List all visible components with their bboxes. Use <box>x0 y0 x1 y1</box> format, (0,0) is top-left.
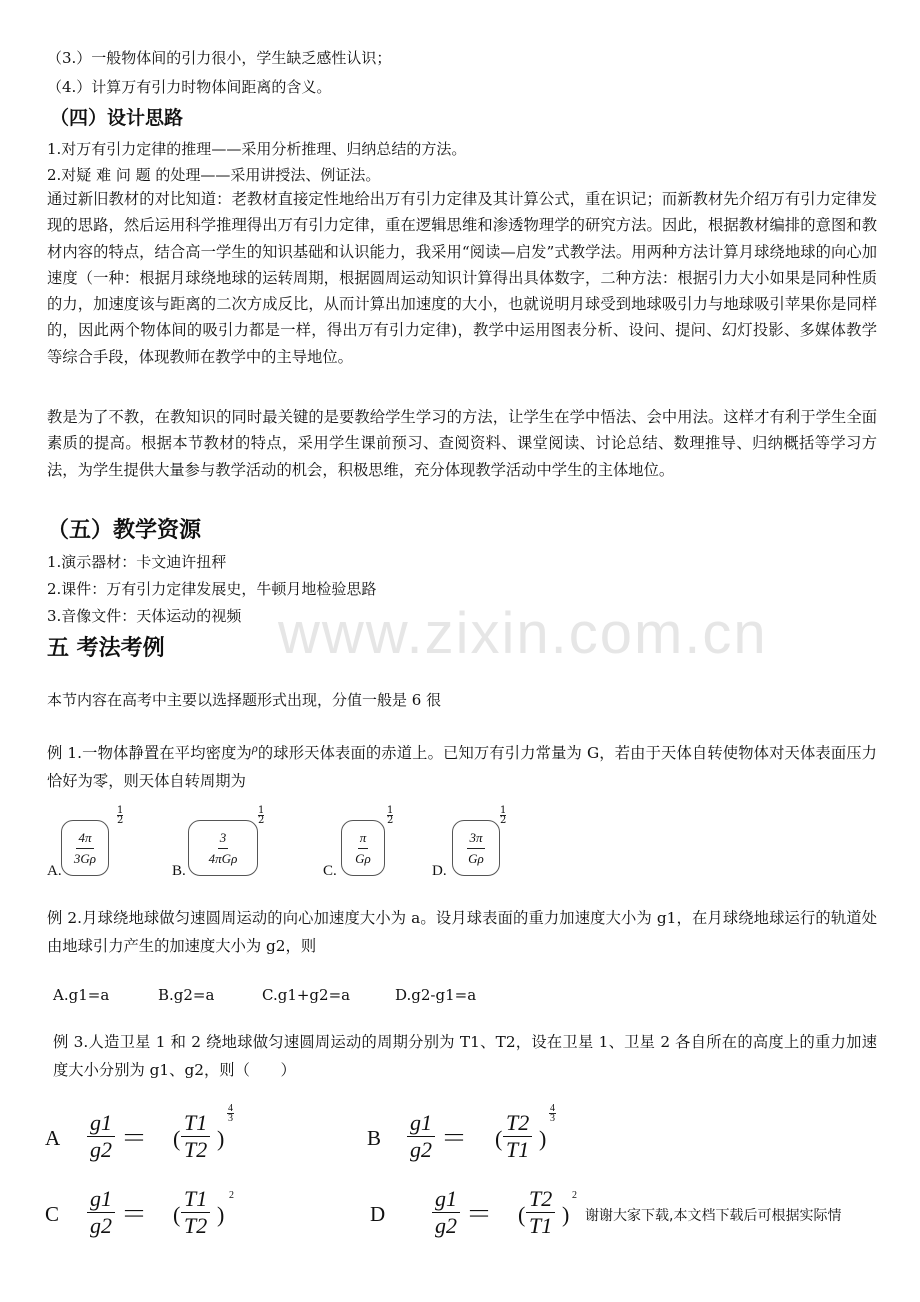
rhs-fraction <box>181 1110 210 1163</box>
example-2-option-d[interactable]: D.g2-g1=a <box>395 986 477 1004</box>
left-paren: ( <box>495 1126 503 1151</box>
fraction-numerator: π <box>358 830 369 849</box>
fraction <box>72 830 98 867</box>
example-3-option-b[interactable] <box>367 1103 667 1172</box>
exponent-denominator: 3 <box>228 1113 233 1124</box>
fraction-numerator: 4π <box>76 830 93 849</box>
fraction-numerator: g1 <box>432 1186 460 1213</box>
rhs-fraction <box>181 1186 210 1239</box>
example-2-option-b[interactable]: B.g2=a <box>158 986 215 1004</box>
fraction-numerator: g1 <box>87 1110 115 1137</box>
fraction-numerator: T1 <box>181 1110 210 1137</box>
exponent-numerator: 1 <box>500 805 507 816</box>
right-paren: ) <box>562 1202 570 1227</box>
section-4-paragraph-1: 通过新旧教材的对比知道：老教材直接定性地给出万有引力定律及其计算公式，重在识记；而新教材先介绍万有引力定律发现的思路，然后运用科学推理得出万有引力定律，重在逻辑思维和渗透物理学的研究方法。因此，根据教材编排的意图和教材内容的特点，结合高一学生的知识基础和认识能力，我采用“阅读—启发”式教学法。用两种方法计算月球绕地球的向心加速度（一种：根据月球绕地球的运转周期，根据圆周运动知识计算得出具体数字，二种方法：根据引力大小如果是同种性质的力，加速度该与距离的二次方成反比，从而计算出加速度的大小，也就说明月球受到地球吸引力与地球吸引苹果你是同样的，因此两个物体间的吸引力都是一样，得出万有引力定律)，教学中运用图表分析、设问、提问、幻灯投影、多媒体教学等综合手段，体现教师在教学中的主导地位。 <box>47 190 877 366</box>
lhs-fraction <box>432 1186 460 1239</box>
fraction-denominator: g2 <box>90 1213 112 1238</box>
right-paren: ) <box>217 1202 225 1227</box>
rhs-fraction <box>503 1110 532 1163</box>
example-1-text-after: 的球形天体表面的赤道上。已知万有引力常量为 G，若由于天体自转使物体对天体表面压力恰好为零，则天体自转周期为 <box>47 744 877 791</box>
chapter-5-heading: 五 考法考例 <box>47 635 165 661</box>
fraction-numerator: g1 <box>407 1110 435 1137</box>
fraction-denominator: 3Gρ <box>73 850 97 866</box>
fraction-denominator: g2 <box>90 1137 112 1162</box>
left-paren: ( <box>173 1202 181 1227</box>
option-label: A <box>45 1126 61 1150</box>
left-paren: ( <box>518 1202 526 1227</box>
rhs-fraction <box>526 1186 555 1239</box>
fraction-denominator: g2 <box>435 1213 457 1238</box>
fraction-parentheses <box>61 820 109 876</box>
left-paren: ( <box>173 1126 181 1151</box>
exponent <box>549 1104 556 1123</box>
fraction-denominator: T1 <box>506 1137 530 1162</box>
equals-sign: ＝ <box>441 1124 468 1153</box>
section-4-heading: （四）设计思路 <box>50 107 184 129</box>
exponent-half <box>258 806 264 825</box>
fraction-parentheses <box>188 820 258 876</box>
fraction-denominator: Gρ <box>355 850 371 866</box>
exponent-denominator: 2 <box>500 815 507 826</box>
fraction-parentheses <box>341 820 385 876</box>
section-5-item-1: 1.演示器材：卡文迪许扭秤 <box>47 553 227 571</box>
chapter-5-intro: 本节内容在高考中主要以选择题形式出现，分值一般是 6 很 <box>47 691 442 709</box>
example-1-option-c[interactable] <box>323 806 423 880</box>
exponent-half <box>500 806 506 825</box>
exponent-numerator: 1 <box>387 805 394 816</box>
exponent-numerator: 1 <box>117 805 124 816</box>
section-5-item-2: 2.课件：万有引力定律发展史，牛顿月地检验思路 <box>47 580 377 598</box>
exponent-denominator: 2 <box>117 815 124 826</box>
example-1-option-d[interactable] <box>432 806 532 880</box>
example-2-option-c[interactable]: C.g1+g2=a <box>262 986 351 1004</box>
fraction-denominator: T2 <box>184 1137 208 1162</box>
fraction-denominator: g2 <box>410 1137 432 1162</box>
example-3-question: 例 3.人造卫星 1 和 2 绕地球做匀速圆周运动的周期分别为 T1、T2，设在卫星 1、卫星 2 各自所在的高度上的重力加速度大小分别为 g1、g2，则（ ） <box>53 1033 877 1079</box>
fraction-numerator: 3π <box>467 830 484 849</box>
option-label: D <box>370 1202 386 1226</box>
example-1-text-before: 例 1.一物体静置在平均密度为 <box>47 744 252 763</box>
exponent-denominator: 3 <box>550 1113 555 1124</box>
equals-sign: ＝ <box>121 1124 148 1153</box>
right-paren: ) <box>539 1126 547 1151</box>
option-label: D. <box>432 863 447 879</box>
option-label: A. <box>47 863 62 879</box>
fraction-denominator: T1 <box>529 1213 553 1238</box>
example-3-option-a[interactable] <box>45 1103 345 1172</box>
watermark: www.zixin.com.cn <box>278 601 768 666</box>
lhs-fraction <box>87 1110 115 1163</box>
fraction-denominator: T2 <box>184 1213 208 1238</box>
section-4-item-1: 1.对万有引力定律的推理——采用分析推理、归纳总结的方法。 <box>47 140 467 158</box>
section-5-item-3: 3.音像文件：天体运动的视频 <box>47 607 242 625</box>
fraction-numerator: T2 <box>503 1110 532 1137</box>
option-label: C. <box>323 863 337 879</box>
right-paren: ) <box>217 1126 225 1151</box>
option-label: C <box>45 1202 60 1226</box>
equals-sign: ＝ <box>466 1200 493 1229</box>
fraction-denominator: 4πGρ <box>208 850 238 866</box>
lhs-fraction <box>87 1186 115 1239</box>
option-label: B. <box>172 863 186 879</box>
section-5-heading: （五）教学资源 <box>47 517 202 543</box>
fraction-denominator: Gρ <box>468 850 484 866</box>
example-3-option-d[interactable] <box>370 1186 585 1248</box>
rho-symbol: ρ <box>251 741 258 755</box>
fraction <box>353 830 373 867</box>
example-1-option-a[interactable] <box>47 806 167 880</box>
fraction-numerator: g1 <box>87 1186 115 1213</box>
fraction-numerator: T1 <box>181 1186 210 1213</box>
issue-item-3: （3.）一般物体间的引力很小，学生缺乏感性认识； <box>47 49 392 67</box>
equals-sign: ＝ <box>121 1200 148 1229</box>
fraction-numerator: T2 <box>526 1186 555 1213</box>
exponent-numerator: 4 <box>228 1103 233 1114</box>
section-4-paragraph-2: 教是为了不教，在教知识的同时最关键的是要教给学生学习的方法，让学生在学中悟法、会中用法。这样才有利于学生全面素质的提高。根据本节教材的特点，采用学生课前预习、查阅资料、课堂阅读、讨论总结、数理推导、归纳概括等学习方法，为学生提供大量参与教学活动的机会，积极思维，充分体现教学活动中学生的主体地位。 <box>47 408 877 479</box>
example-1-option-b[interactable] <box>172 806 292 880</box>
exponent-denominator: 2 <box>387 815 394 826</box>
example-2-question: 例 2.月球绕地球做匀速圆周运动的向心加速度大小为 a。设月球表面的重力加速度大小为 g1，在月球绕地球运行的轨道处由地球引力产生的加速度大小为 g2，则 <box>47 909 877 955</box>
option-label: B <box>367 1126 382 1150</box>
exponent-numerator: 1 <box>258 805 265 816</box>
example-2-option-a[interactable]: A.g1=a <box>53 986 110 1004</box>
example-1-question <box>47 734 877 795</box>
lhs-fraction <box>407 1110 435 1163</box>
fraction-numerator: 3 <box>218 830 229 849</box>
section-4-item-2: 2.对疑 难 问 题 的处理——采用讲授法、例证法。 <box>47 166 381 184</box>
exponent-half <box>117 806 123 825</box>
exponent-denominator: 2 <box>258 815 265 826</box>
exponent <box>227 1104 234 1123</box>
fraction <box>466 830 486 867</box>
exponent: 2 <box>572 1190 577 1201</box>
example-3-option-c[interactable] <box>45 1186 345 1248</box>
exponent-half <box>387 806 393 825</box>
download-note: 谢谢大家下载,本文档下载后可根据实际情 <box>585 1208 842 1224</box>
exponent: 2 <box>229 1190 234 1201</box>
issue-item-4: （4.）计算万有引力时物体间距离的含义。 <box>47 78 332 96</box>
fraction <box>207 830 240 867</box>
exponent-numerator: 4 <box>550 1103 555 1114</box>
fraction-parentheses <box>452 820 500 876</box>
